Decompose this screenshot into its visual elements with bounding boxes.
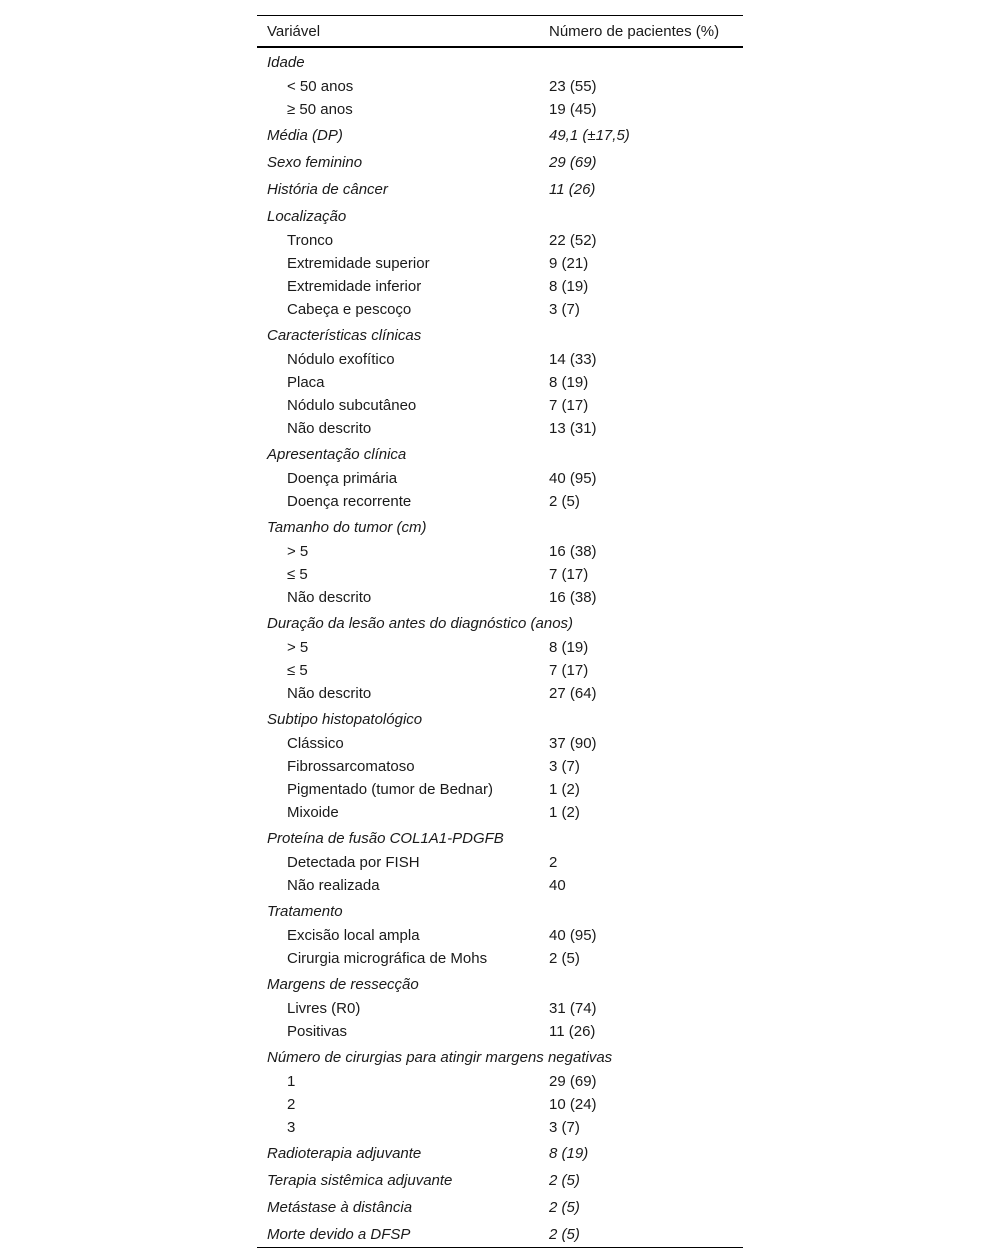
row-value: 2 (5): [549, 1199, 580, 1216]
row-subcategory-label: ≤ 5: [287, 566, 308, 583]
table-row: [257, 1166, 743, 1193]
table-row: [257, 348, 743, 371]
row-value: 2: [549, 854, 558, 871]
row-category-label: Duração da lesão antes do diagnóstico (anos): [267, 615, 574, 632]
row-value: 8 (19): [549, 639, 589, 656]
table-row: [257, 47, 743, 75]
row-category-label: Radioterapia adjuvante: [267, 1145, 422, 1162]
row-subcategory-label: Extremidade superior: [287, 255, 430, 272]
row-subcategory-label: Placa: [287, 374, 325, 391]
row-subcategory-label: Doença recorrente: [287, 493, 412, 510]
row-value: 22 (52): [549, 232, 597, 249]
row-value: 2 (5): [549, 950, 580, 967]
table-row: [257, 1043, 743, 1070]
table-row: [257, 705, 743, 732]
header-variable: Variável: [267, 22, 321, 40]
row-value: 2 (5): [549, 1226, 580, 1243]
row-value: 23 (55): [549, 78, 597, 95]
table-row: [257, 1070, 743, 1093]
row-subcategory-label: Positivas: [287, 1023, 348, 1040]
table-row: [257, 1093, 743, 1116]
row-value: 7 (17): [549, 662, 589, 679]
row-subcategory-label: Não descrito: [287, 420, 372, 437]
table-row: [257, 490, 743, 513]
table-row: [257, 778, 743, 801]
row-category-label: Apresentação clínica: [267, 446, 407, 463]
row-subcategory-label: 1: [287, 1073, 296, 1090]
row-value: 40 (95): [549, 470, 597, 487]
table-row: [257, 394, 743, 417]
row-subcategory-label: Pigmentado (tumor de Bednar): [287, 781, 493, 798]
row-subcategory-label: Doença primária: [287, 470, 398, 487]
row-category-label: Características clínicas: [267, 327, 422, 344]
row-value: 11 (26): [549, 181, 596, 198]
table-row: [257, 755, 743, 778]
row-value: 40: [549, 877, 566, 894]
row-value: 13 (31): [549, 420, 597, 437]
table-row: [257, 1139, 743, 1166]
table-row: [257, 321, 743, 348]
row-subcategory-label: Clássico: [287, 735, 344, 752]
row-category-label: História de câncer: [267, 181, 388, 198]
row-category-label: Metástase à distância: [267, 1199, 413, 1216]
row-value: 8 (19): [549, 278, 589, 295]
table-row: [257, 148, 743, 175]
row-subcategory-label: Detectada por FISH: [287, 854, 420, 871]
row-value: [539, 321, 743, 348]
row-value: 27 (64): [549, 685, 597, 702]
table-row: [257, 636, 743, 659]
row-value: [539, 513, 743, 540]
table-row: [257, 1116, 743, 1139]
table-row: [257, 467, 743, 490]
row-subcategory-label: Fibrossarcomatoso: [287, 758, 415, 775]
table-row: [257, 371, 743, 394]
row-category-label: Morte devido a DFSP: [267, 1226, 411, 1243]
row-value: 10 (24): [549, 1096, 597, 1113]
row-value: 7 (17): [549, 566, 589, 583]
row-value: [539, 705, 743, 732]
row-value: 8 (19): [549, 1145, 589, 1162]
row-value: [539, 440, 743, 467]
row-value: [539, 47, 743, 75]
row-category-label: Número de cirurgias para atingir margens negativas: [267, 1049, 613, 1066]
table-row: [257, 970, 743, 997]
table-row: [257, 417, 743, 440]
table-row: [257, 732, 743, 755]
row-subcategory-label: 2: [287, 1096, 296, 1113]
table-row: [257, 202, 743, 229]
row-category-label: Sexo feminino: [267, 154, 363, 171]
row-value: 9 (21): [549, 255, 589, 272]
table-row: [257, 897, 743, 924]
row-value: 29 (69): [549, 1073, 597, 1090]
row-subcategory-label: Não descrito: [287, 589, 372, 606]
row-subcategory-label: Cabeça e pescoço: [287, 301, 412, 318]
table-row: [257, 1193, 743, 1220]
patient-characteristics-table-container: [257, 15, 743, 1248]
table-row: [257, 997, 743, 1020]
row-value: 31 (74): [549, 1000, 597, 1017]
table-row: [257, 513, 743, 540]
patient-characteristics-table: [257, 15, 743, 1248]
row-value: 16 (38): [549, 589, 597, 606]
header-patient-count: Número de pacientes (%): [549, 22, 720, 40]
row-subcategory-label: < 50 anos: [287, 78, 354, 95]
row-subcategory-label: Livres (R0): [287, 1000, 361, 1017]
table-row: [257, 1220, 743, 1248]
row-category-label: Tratamento: [267, 903, 343, 920]
table-row: [257, 609, 743, 636]
row-subcategory-label: Tronco: [287, 232, 334, 249]
table-row: [257, 824, 743, 851]
row-value: [539, 897, 743, 924]
row-value: 2 (5): [549, 1172, 580, 1189]
table-row: [257, 252, 743, 275]
row-category-label: Tamanho do tumor (cm): [267, 519, 427, 536]
row-category-label: Média (DP): [267, 127, 343, 144]
table-row: [257, 275, 743, 298]
row-value: 1 (2): [549, 781, 580, 798]
row-value: 16 (38): [549, 543, 597, 560]
row-subcategory-label: ≥ 50 anos: [287, 101, 353, 118]
row-value: 1 (2): [549, 804, 580, 821]
row-subcategory-label: > 5: [287, 543, 309, 560]
table-row: [257, 98, 743, 121]
row-value: 8 (19): [549, 374, 589, 391]
row-subcategory-label: Cirurgia micrográfica de Mohs: [287, 950, 488, 967]
row-category-label: Terapia sistêmica adjuvante: [267, 1172, 453, 1189]
table-row: [257, 659, 743, 682]
row-subcategory-label: Não realizada: [287, 877, 380, 894]
table-row: [257, 682, 743, 705]
table-row: [257, 229, 743, 252]
table-row: [257, 1020, 743, 1043]
row-value: 37 (90): [549, 735, 597, 752]
row-value: 2 (5): [549, 493, 580, 510]
row-value: [539, 970, 743, 997]
row-subcategory-label: ≤ 5: [287, 662, 308, 679]
table-header: [257, 16, 743, 48]
table-row: [257, 586, 743, 609]
row-value: 40 (95): [549, 927, 597, 944]
row-subcategory-label: Nódulo exofítico: [287, 351, 395, 368]
row-value: 3 (7): [549, 758, 580, 775]
row-subcategory-label: Não descrito: [287, 685, 372, 702]
table-row: [257, 121, 743, 148]
table-row: [257, 563, 743, 586]
row-subcategory-label: > 5: [287, 639, 309, 656]
row-value: 49,1 (±17,5): [549, 127, 630, 144]
row-value: 29 (69): [549, 154, 597, 171]
row-value: 19 (45): [549, 101, 597, 118]
row-category-label: Idade: [267, 54, 305, 71]
row-category-label: Localização: [267, 208, 347, 225]
table-row: [257, 298, 743, 321]
table-row: [257, 540, 743, 563]
row-subcategory-label: Extremidade inferior: [287, 278, 422, 295]
row-subcategory-label: 3: [287, 1119, 296, 1136]
row-value: 14 (33): [549, 351, 597, 368]
row-value: 11 (26): [549, 1023, 596, 1040]
row-value: [539, 202, 743, 229]
header-row: [257, 16, 743, 48]
table-row: [257, 75, 743, 98]
row-value: 3 (7): [549, 301, 580, 318]
table-row: [257, 874, 743, 897]
table-body: [257, 47, 743, 1248]
table-row: [257, 440, 743, 467]
table-row: [257, 801, 743, 824]
row-value: 3 (7): [549, 1119, 580, 1136]
table-row: [257, 175, 743, 202]
table-row: [257, 851, 743, 874]
row-category-label: Proteína de fusão COL1A1-PDGFB: [267, 830, 504, 847]
row-category-label: Margens de ressecção: [267, 976, 419, 993]
row-value: [539, 824, 743, 851]
table-row: [257, 924, 743, 947]
table-row: [257, 947, 743, 970]
row-subcategory-label: Nódulo subcutâneo: [287, 397, 417, 414]
row-value: 7 (17): [549, 397, 589, 414]
row-subcategory-label: Excisão local ampla: [287, 927, 420, 944]
row-subcategory-label: Mixoide: [287, 804, 339, 821]
row-category-label: Subtipo histopatológico: [267, 711, 423, 728]
